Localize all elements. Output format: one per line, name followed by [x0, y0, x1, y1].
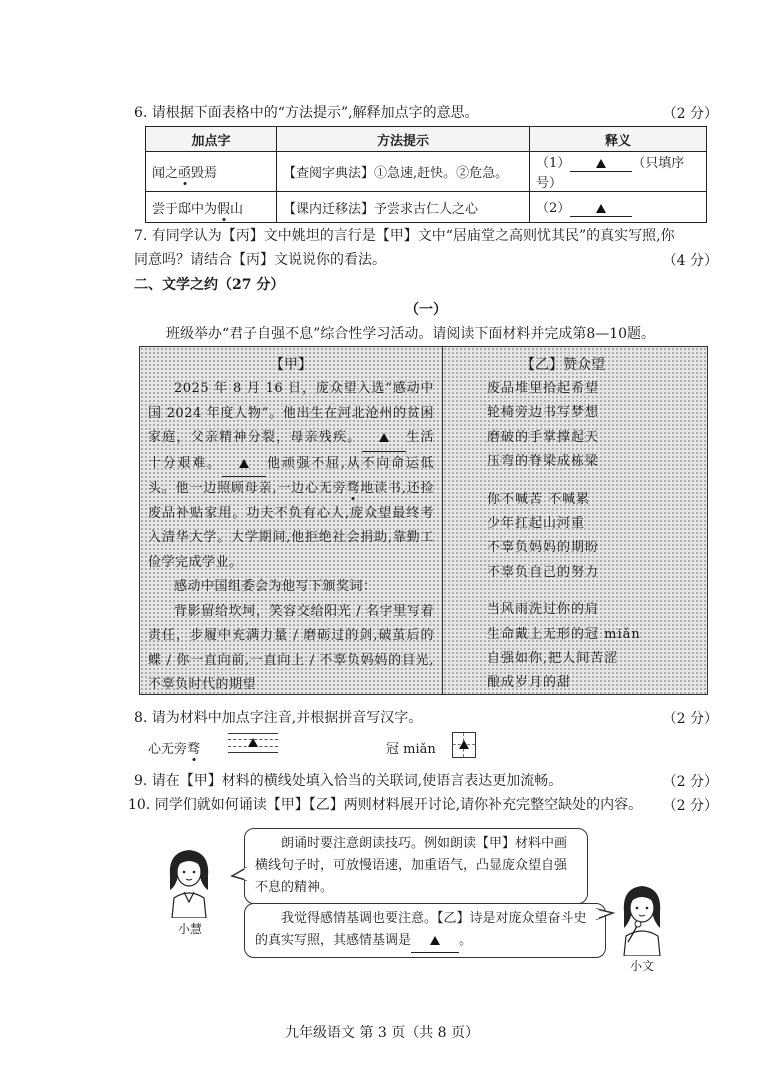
poem-line: 你不喊苦 不喊累	[487, 491, 591, 507]
speech-bubble-xiaohui: 朗诵时要注意朗读技巧。例如朗读【甲】材料中画横线句子时，可放慢语速，加重语气，凸显庞众望自强不息的精神。	[244, 828, 588, 904]
section-title: 二、文学之约（27 分）	[134, 277, 285, 293]
girl-avatar-icon	[162, 846, 216, 918]
table-cell-word: 闻之亟毁焉	[146, 152, 277, 192]
speaker-name-xiaowen: 小文	[630, 959, 655, 973]
poem-line: 生命戴上无形的冠 miǎn	[487, 626, 641, 642]
poem-line: 少年扛起山河重	[487, 516, 586, 532]
q8-item2: 冠 miǎn	[386, 742, 436, 757]
dotted-char: 假	[217, 201, 231, 217]
poem-line: 压弯的脊梁成栋梁	[487, 454, 600, 470]
poem-line: 自强如你,把人间苦涩	[487, 651, 619, 667]
q9-stem: 9. 请在【甲】材料的横线处填入恰当的关联词,使语言表达更加流畅。	[134, 773, 563, 789]
girl-avatar-icon	[614, 882, 670, 956]
triangle-icon	[596, 204, 606, 213]
poem-line: 酿成岁月的甜	[487, 675, 572, 691]
bubble-tail-icon	[230, 866, 248, 882]
q8-score: （2 分）	[662, 711, 718, 727]
hanzi-box[interactable]	[452, 732, 476, 758]
q10-stem: 10. 同学们就如何诵读【甲】【乙】两则材料展开讨论,请你补充完整空缺处的内容。	[128, 797, 643, 813]
poem-line: 废品堆里拾起希望	[487, 381, 600, 396]
triangle-icon	[459, 740, 469, 749]
table-header: 加点字	[146, 127, 277, 152]
dotted-char: 亟	[178, 166, 192, 181]
page-footer: 九年级语文 第 3 页（共 8 页）	[284, 1025, 480, 1041]
poem-line: 磨破的手掌撑起天	[487, 429, 600, 445]
connector-blank-2[interactable]	[222, 452, 266, 478]
table-row	[146, 152, 707, 192]
material-yi-panel	[442, 346, 708, 695]
table-row	[146, 192, 707, 223]
triangle-icon	[248, 738, 258, 747]
q7-line1: 7. 有同学认为【丙】文中姚坦的言行是【甲】文中“居庙堂之高则忧其民”的真实写照,你	[134, 228, 675, 244]
material-yi-heading: 【乙】赞众望	[521, 357, 605, 373]
q6-stem: 6. 请根据下面表格中的“方法提示”,解释加点字的意思。	[134, 105, 479, 121]
q9-score: （2 分）	[662, 774, 718, 790]
table-header: 释义	[530, 127, 707, 152]
answer-blank[interactable]	[570, 156, 632, 172]
poem-line: 不辜负自己的努力	[487, 564, 600, 580]
material-jia-award-text: 背影留给坎坷，笑容交给阳光 / 名字里写着责任，步履中充满力量 / 磨砺过的剑,破茧后的蝶 / 你一直向前,一直向上 / 不辜负妈妈的目光,不辜负时代的期望	[148, 603, 434, 692]
poem-line	[487, 585, 699, 598]
table-header: 方法提示	[277, 127, 530, 152]
poem-line	[487, 475, 699, 488]
connector-blank-1[interactable]	[362, 426, 406, 452]
triangle-icon	[596, 159, 606, 168]
q8-item1: 心无旁骛	[148, 742, 201, 757]
speaker-name-xiaohui: 小慧	[178, 922, 203, 936]
answer-blank[interactable]	[411, 930, 459, 953]
pinyin-box[interactable]	[228, 733, 278, 759]
q7-score: （4 分）	[662, 253, 718, 269]
q6-score: （2 分）	[662, 106, 718, 122]
table-cell-answer: （1） （只填序号）	[530, 152, 707, 192]
triangle-icon	[379, 433, 389, 442]
material-jia-award-intro: 感动中国组委会为他写下颁奖词：	[174, 579, 377, 594]
material-jia-body: 2025 年 8 月 16 日，庞众望入选“感动中国 2024 年度人物”。他出生在河北沧州的贫困家庭，父亲精神分裂，母亲残疾。 生活十分艰难。 他顽强不屈,从不向命运低头。他一边照顾母亲,一边心无旁骛地读书,还捡废品补贴家用。功夫不负有心人,庞众望最终考入清华大学。大学期间,他拒绝社会捐助,靠勤工俭学完成学业。	[148, 381, 434, 570]
bubble-tail-icon	[595, 905, 615, 921]
poem-line: 不辜负妈妈的期盼	[487, 540, 600, 556]
triangle-icon	[239, 459, 249, 468]
material-yi-poem	[487, 377, 699, 696]
dotted-char: 骛	[346, 481, 361, 496]
section-subtitle: （一）	[405, 302, 447, 318]
q6-table	[145, 126, 707, 223]
poem-line: 当风雨洗过你的肩	[487, 602, 600, 618]
triangle-icon	[430, 936, 440, 945]
table-cell-answer: （2）	[530, 192, 707, 223]
section-intro: 班级举办“君子自强不息”综合性学习活动。请阅读下面材料并完成第8—10题。	[166, 326, 656, 342]
material-jia-panel	[139, 346, 443, 695]
q8-stem: 8. 请为材料中加点字注音,并根据拼音写汉字。	[134, 710, 423, 726]
table-cell-word: 尝于邸中为假山	[146, 192, 277, 223]
dotted-char: 骛	[187, 742, 201, 757]
table-cell-hint: 【课内迁移法】予尝求古仁人之心	[277, 192, 530, 223]
table-cell-hint: 【查阅字典法】①急速,赶快。②危急。	[277, 152, 530, 192]
q7-line2: 同意吗？请结合【丙】文说说你的看法。	[134, 252, 386, 268]
table-header-row	[146, 127, 707, 152]
material-jia-heading: 【甲】	[270, 357, 312, 373]
q10-score: （2 分）	[662, 798, 718, 814]
speech-bubble-xiaowen: 我觉得感情基调也要注意。【乙】诗是对庞众望奋斗史的真实写照，其感情基调是 。	[244, 903, 606, 958]
answer-blank[interactable]	[570, 201, 632, 217]
poem-line: 轮椅旁边书写梦想	[487, 405, 600, 421]
